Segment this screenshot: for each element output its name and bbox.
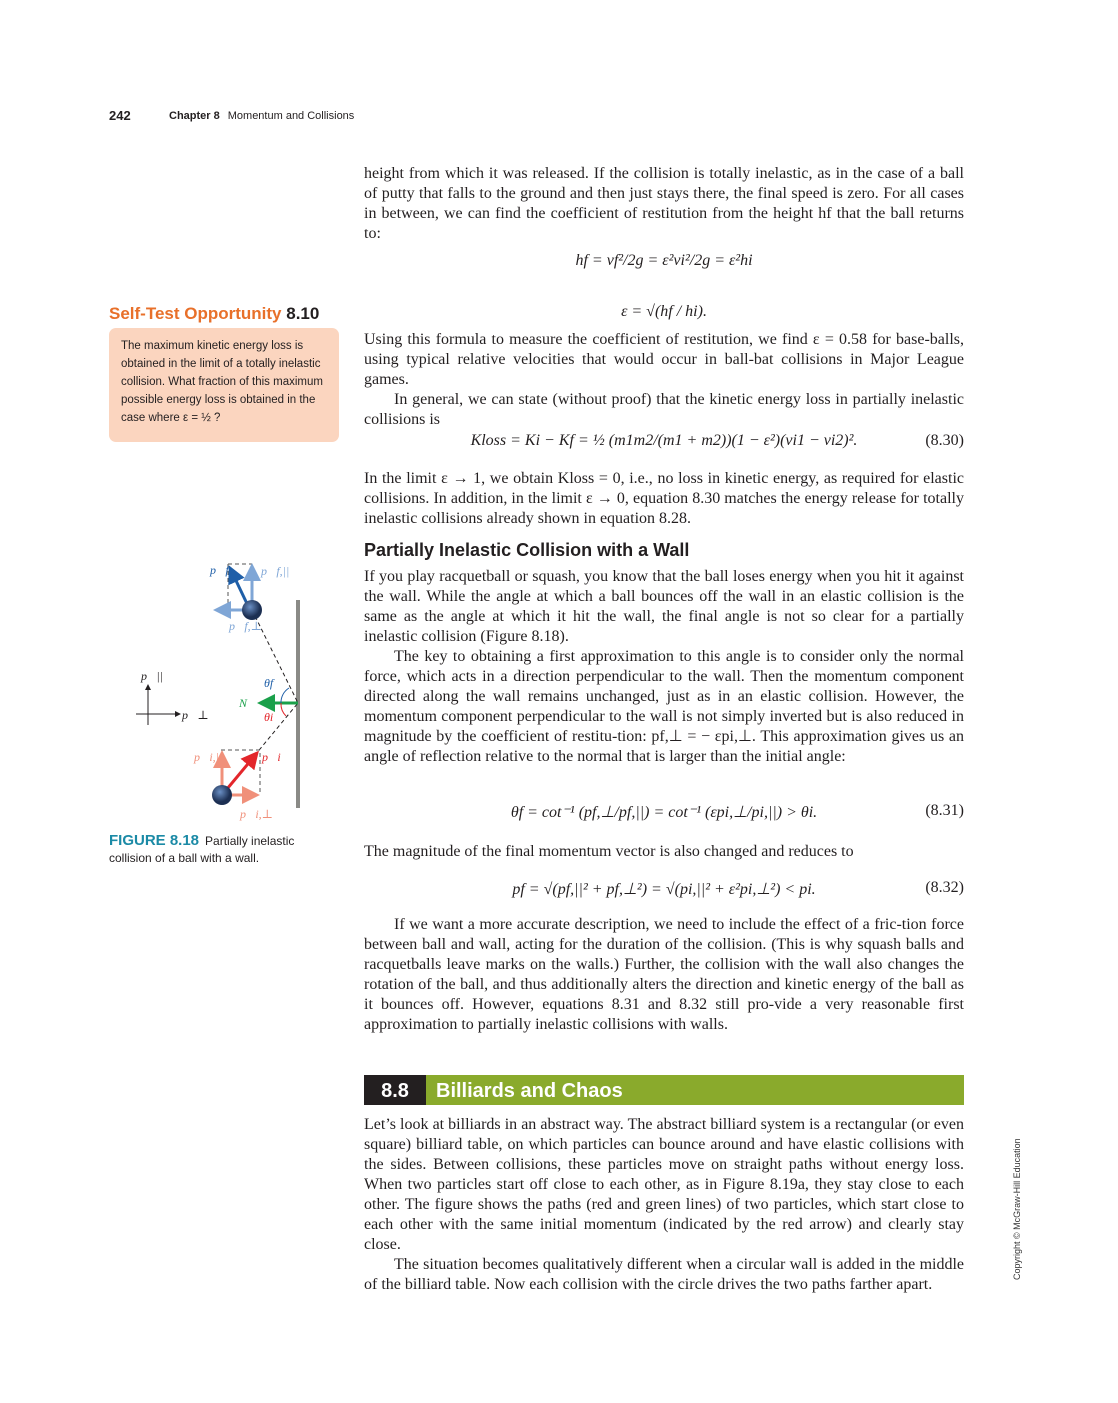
paragraph-4: In the limit ε → 1, we obtain Kloss = 0, i.e., no loss in kinetic energy, as required for elastic collisions. In addition, in the limit ε → 0, equation 8.30 matches the energy release for totally inelastic collisions already shown in equation 8.28. xyxy=(364,470,964,527)
equation-8-31 xyxy=(364,802,964,822)
paragraph-7: The magnitude of the final momentum vector is also changed and reduces to xyxy=(364,843,854,860)
chapter-label: Chapter 8 xyxy=(169,110,220,122)
equation-8-30 xyxy=(364,432,964,450)
theta-f-arc xyxy=(281,688,289,703)
self-test-number: 8.10 xyxy=(286,304,320,323)
copyright: Copyright © McGraw-Hill Education xyxy=(1012,1138,1022,1280)
section-banner xyxy=(364,1075,964,1105)
self-test-title xyxy=(109,304,319,324)
self-test-box: The maximum kinetic energy loss is obtained in the limit of a totally inelastic collision. What fraction of this maximum possible energy loss is obtained in the case where ε = ½ ? xyxy=(109,328,339,442)
figure-label: FIGURE 8.18 xyxy=(109,832,200,849)
paragraph-5: If you play racquetball or squash, you know that the ball loses energy when you hit it against the wall. While the angle at which a ball bounces off the wall in an elastic collision is the same as the angle at which it hit the wall, the final angle is not so clear for a partially inelastic collision (Figure 8.18). xyxy=(364,568,964,645)
component-box xyxy=(221,564,260,795)
equation-hf: hf = vf²/2g = ε²vi²/2g = ε²hi xyxy=(575,252,753,269)
self-test-label: Self-Test Opportunity xyxy=(109,304,282,323)
label-pi-parallel: p⃗i,|| xyxy=(194,750,223,764)
ball-initial xyxy=(212,785,232,805)
ball-final xyxy=(242,600,262,620)
equation-8-32-body: pf = √(pf,||² + pf,⊥²) = √(pi,||² + ε²pi,⊥²) < pi. xyxy=(512,881,816,898)
label-p-parallel: p⃗|| xyxy=(141,669,163,683)
paragraph-1: height from which it was released. If the collision is totally inelastic, as in the case of a ball of putty that falls to the ground and then just stays there, the final speed is zero. For all cases in between, we can find the coefficient of restitution from the height hf that the ball returns to: xyxy=(364,165,964,242)
paragraph-8: If we want a more accurate description, we need to include the effect of a fric-tion force between ball and wall, acting for the duration of the collision. (This is why squash balls and racquetballs leave marks on the walls.) Further, the collision with the wall also changes the rotation of the ball, and thus additionally alters the direction and kinetic energy of the ball as it bounces off. However, equations 8.31 and 8.32 still pro-vide a very reasonable first approximation to partially inelastic collisions with walls. xyxy=(364,916,964,1033)
section-heading: Partially Inelastic Collision with a Wall xyxy=(364,540,690,560)
paragraph-6: The key to obtaining a first approximation to this angle is to consider only the normal force, which acts in a direction perpendicular to the wall. Then the momentum component directed along the wall remains unchanged, just as in an elastic collision. However, the momentum component perpendicular to the wall is not simply inverted but is also reduced in magnitude by the coefficient of restitu-tion: pf,⊥ = − εpi,⊥. This approximation gives us an angle of reflection relative to the normal that is larger than the initial angle: xyxy=(364,648,964,765)
label-pf: p⃗f xyxy=(210,563,229,577)
running-header xyxy=(169,110,354,122)
label-theta-f: θf xyxy=(264,676,274,690)
equation-number: (8.31) xyxy=(925,802,964,819)
page-number: 242 xyxy=(109,108,131,123)
equation-epsilon: ε = √(hf / hi). xyxy=(621,303,707,320)
section-number: 8.8 xyxy=(364,1075,426,1105)
figure-caption-text: Partially inelastic collision of a ball with a wall. xyxy=(109,834,295,865)
equation-number: (8.32) xyxy=(925,879,964,896)
equation-8-32 xyxy=(364,879,964,899)
equation-8-30-body: Kloss = Ki − Kf = ½ (m1m2/(m1 + m2))(1 − ε²)(vi1 − vi2)². xyxy=(470,432,858,449)
label-theta-i: θi xyxy=(264,710,274,724)
label-pi: p⃗i xyxy=(262,750,281,764)
paragraph-3: In general, we can state (without proof) that the kinetic energy loss in partially inelastic collisions is xyxy=(364,391,964,428)
paragraph-10: The situation becomes qualitatively different when a circular wall is added in the middle of the billiard table. Now each collision with the circle drives the two paths farther apart. xyxy=(364,1256,964,1293)
label-N: N⃗ xyxy=(239,696,257,710)
equation-number: (8.30) xyxy=(925,432,964,449)
label-p-perp: p⃗⊥ xyxy=(182,708,209,722)
theta-i-arc xyxy=(281,703,286,716)
section-title: Billiards and Chaos xyxy=(436,1080,623,1102)
chapter-title: Momentum and Collisions xyxy=(227,110,355,122)
label-pi-perp: p⃗i,⊥ xyxy=(240,807,273,821)
label-pf-parallel: p⃗f,|| xyxy=(261,564,290,578)
equation-8-31-body: θf = cot⁻¹ (pf,⊥/pf,||) = cot⁻¹ (εpi,⊥/pi,||) > θi. xyxy=(510,804,818,821)
paragraph-9: Let’s look at billiards in an abstract way. The abstract billiard system is a rectangular (or even square) billiard table, on which particles can bounce around and have elastic collisions with the sides. Between collisions, these particles move on straight paths without energy loss. When two particles start off close to each other, as in Figure 8.19a, they stay close to each other. The figure shows the paths (red and green lines) of two particles, which start close to each other with the same initial momentum (indicated by the red arrow) and clearly stay close. xyxy=(364,1116,964,1253)
figure-caption xyxy=(109,832,309,867)
label-pf-perp: p⃗f,⊥ xyxy=(229,619,262,633)
figure-8-18 xyxy=(100,550,330,830)
paragraph-2: Using this formula to measure the coefficient of restitution, we find ε = 0.58 for base-balls, using typical relative velocities that would occur in ball-bat collisions in Major League games. xyxy=(364,331,964,388)
